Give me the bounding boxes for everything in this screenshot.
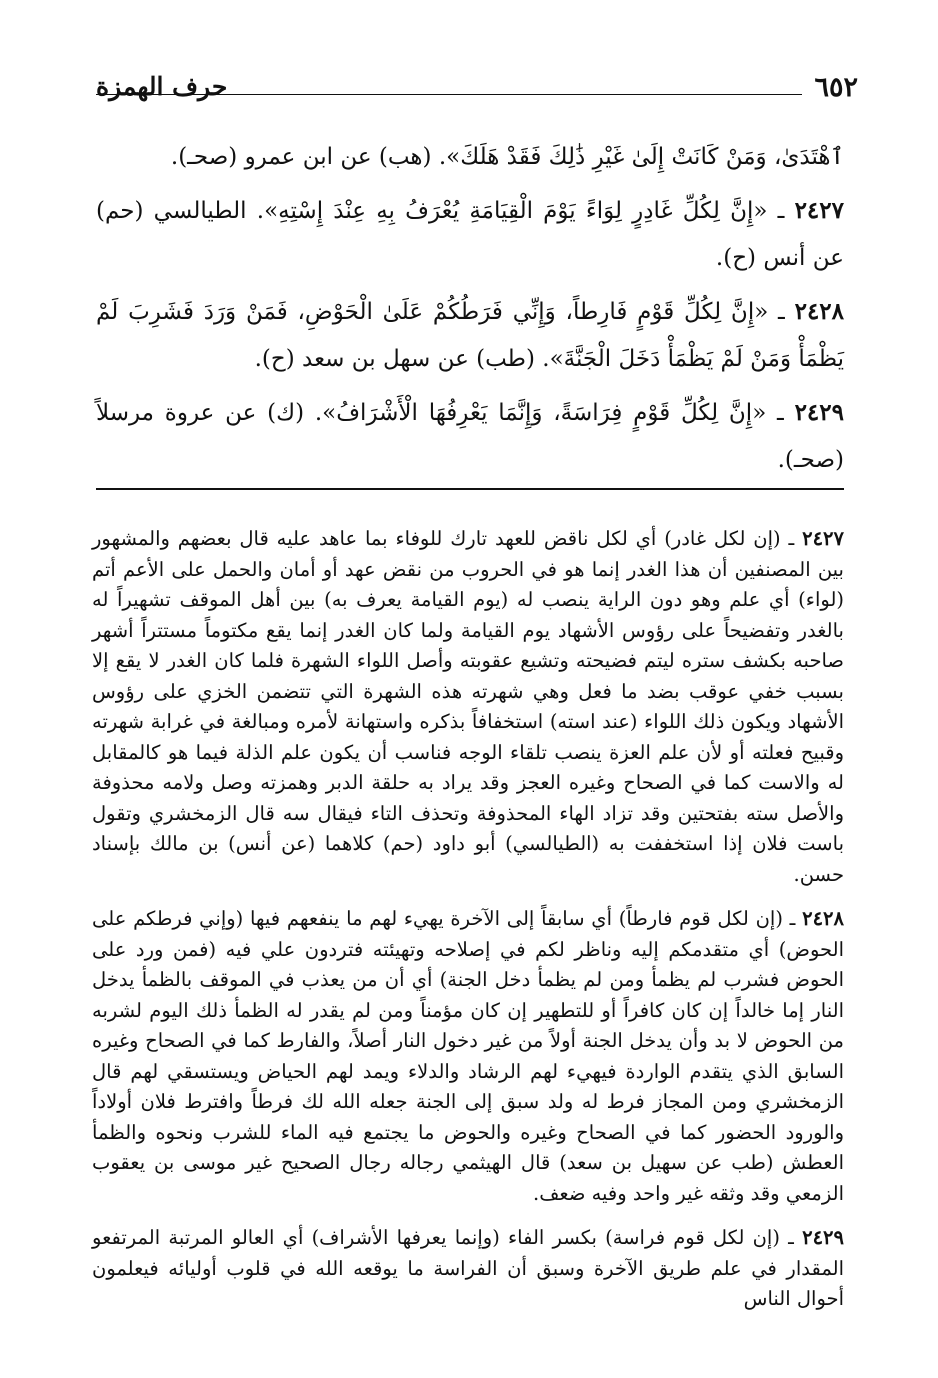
commentary-text: ـ (إن لكل قوم فراسة) بكسر الفاء (وإنما يعرفها الأشراف) أي العالو المرتبة المرتفعو المقدار في علم طريق الآخرة وسبق أن الفراسة ما يوقعه الله في قلوب أوليائه فيعلمون أحوال الناس	[92, 1226, 844, 1310]
commentary-entry	[92, 1223, 844, 1315]
commentary-section	[92, 524, 844, 1315]
section-divider	[96, 488, 844, 490]
hadith-text: ـ «إِنَّ لِكُلِّ قَوْمٍ فَارِطاً، وَإِنِّي فَرَطُكُمْ عَلَىٰ الْحَوْضِ، فَمَنْ وَرَدَ فَشَرِبَ لَمْ يَظْمَأْ وَمَنْ لَمْ يَظْمَأْ دَخَلَ الْجَنَّةَ». (طب) عن سهل بن سعد (ح).	[96, 299, 844, 372]
commentary-number: ٢٤٢٧	[802, 527, 844, 550]
commentary-entry	[92, 904, 844, 1209]
hadith-number: ٢٤٢٩	[794, 399, 844, 426]
hadith-text: ـ «إِنَّ لِكُلِّ قَوْمٍ فِرَاسَةً، وَإِنَّمَا يَعْرِفُهَا الْأَشْرَافُ». (ك) عن عروة مرسلاً (صحـ).	[96, 400, 844, 473]
commentary-entry	[92, 524, 844, 890]
commentary-text: ـ (إن لكل غادر) أي لكل ناقض للعهد تارك للوفاء بما عاهد عليه قال بعضهم والمشهور بين المصنفين أن هذا الغدر إنما هو في الحروب من نقض عهد أو أمان والحمل على الأعم أتم (لواء) أي علم وهو دون الراية ينصب له (يوم القيامة يعرف به) بين أهل الموقف تشهيراً له بالغدر وتفضيحاً على رؤوس الأشهاد يوم القيامة ولما كان الغدر إنما يقع مكتوماً مستتراً أشهر صاحبه بكشف ستره ليتم فضيحته وتشيع عقوبته وأصل اللواء الشهرة فلما كان الغدر لا يقع إلا بسبب خفي عوقب بضد ما فعل وهي شهرته هذه الشهرة التي تتضمن الخزي على رؤوس الأشهاد ويكون ذلك اللواء (عند استه) استخفافاً بذكره واستهانة لأمره ومبالغة في غرابة شهرته وقبيح فعلته أو لأن علم العزة ينصب تلقاء الوجه فناسب أن يكون علم الذلة فيما هو كالمقابل له والاست كما في الصحاح وغيره العجز وقد يراد به حلقة الدبر وهمزته وصل ولامه محذوفة والأصل سته بفتحتين وقد تزاد الهاء المحذوفة وتحذف التاء فيقال سه قال الزمخشري وتقول باست فلان إذا استخففت به (الطيالسي) أبو داود (حم) كلاهما (عن أنس) بن مالك بإسناد حسن.	[92, 527, 844, 886]
page-header	[96, 70, 858, 110]
hadith-number: ٢٤٢٧	[794, 197, 844, 224]
commentary-number: ٢٤٢٩	[802, 1226, 845, 1249]
hadith-text-section	[96, 134, 844, 484]
hadith-entry	[96, 389, 844, 484]
hadith-text: ٱهْتَدَىٰ، وَمَنْ كَانَتْ إِلَىٰ غَيْرِ ذَٰلِكَ فَقَدْ هَلَكَ». (هب) عن ابن عمرو (صحـ).	[170, 144, 844, 170]
hadith-entry	[96, 187, 844, 282]
hadith-continuation	[96, 134, 844, 181]
hadith-number: ٢٤٢٨	[794, 298, 845, 325]
page-number: ٦٥٢	[814, 72, 858, 103]
commentary-number: ٢٤٢٨	[802, 907, 845, 930]
header-rule	[96, 94, 802, 95]
commentary-text: ـ (إن لكل قوم فارطاً) أي سابقاً إلى الآخرة يهيء لهم ما ينفعهم فيها (وإني فرطكم على الحوض) أي متقدمكم إليه وناظر لكم في إصلاحه وتهيئته فتردون علي فيه (فمن ورد على الحوض فشرب لم يظمأ ومن لم يظمأ دخل الجنة) أي أن من يعذب في الموقف بالظمأ يدخل النار إما خالداً إن كان كافراً أو للتطهير إن كان مؤمناً ومن لم يقدر له الظمأ ذلك اليوم لشربه من الحوض لا بد وأن يدخل الجنة أولاً من غير دخول النار أصلاً، والفارط كما في الصحاح وغيره السابق الذي يتقدم الواردة فيهيء لهم الرشاد والدلاء ويمد لهم الحياض ويستسقي لهم قال الزمخشري ومن المجاز فرط له ولد سبق إلى الجنة جعله الله لك فرطاً وافترط فلان أولاداً والورود الحضور كما في الصحاح وغيره والحوض ما يجتمع فيه الماء للشرب ونحوه والظمأ العطش (طب عن سهيل بن سعد) قال الهيثمي رجاله رجال الصحيح غير موسى بن يعقوب الزمعي وقد وثقه غير واحد وفيه ضعف.	[92, 907, 844, 1205]
chapter-title: حرف الهمزة	[96, 72, 228, 101]
hadith-text: ـ «إِنَّ لِكُلِّ غَادِرٍ لِوَاءً يَوْمَ الْقِيَامَةِ يُعْرَفُ بِهِ عِنْدَ إِسْتِهِ». الطيالسي (حم) عن أنس (ح).	[96, 198, 844, 271]
hadith-entry	[96, 288, 844, 383]
